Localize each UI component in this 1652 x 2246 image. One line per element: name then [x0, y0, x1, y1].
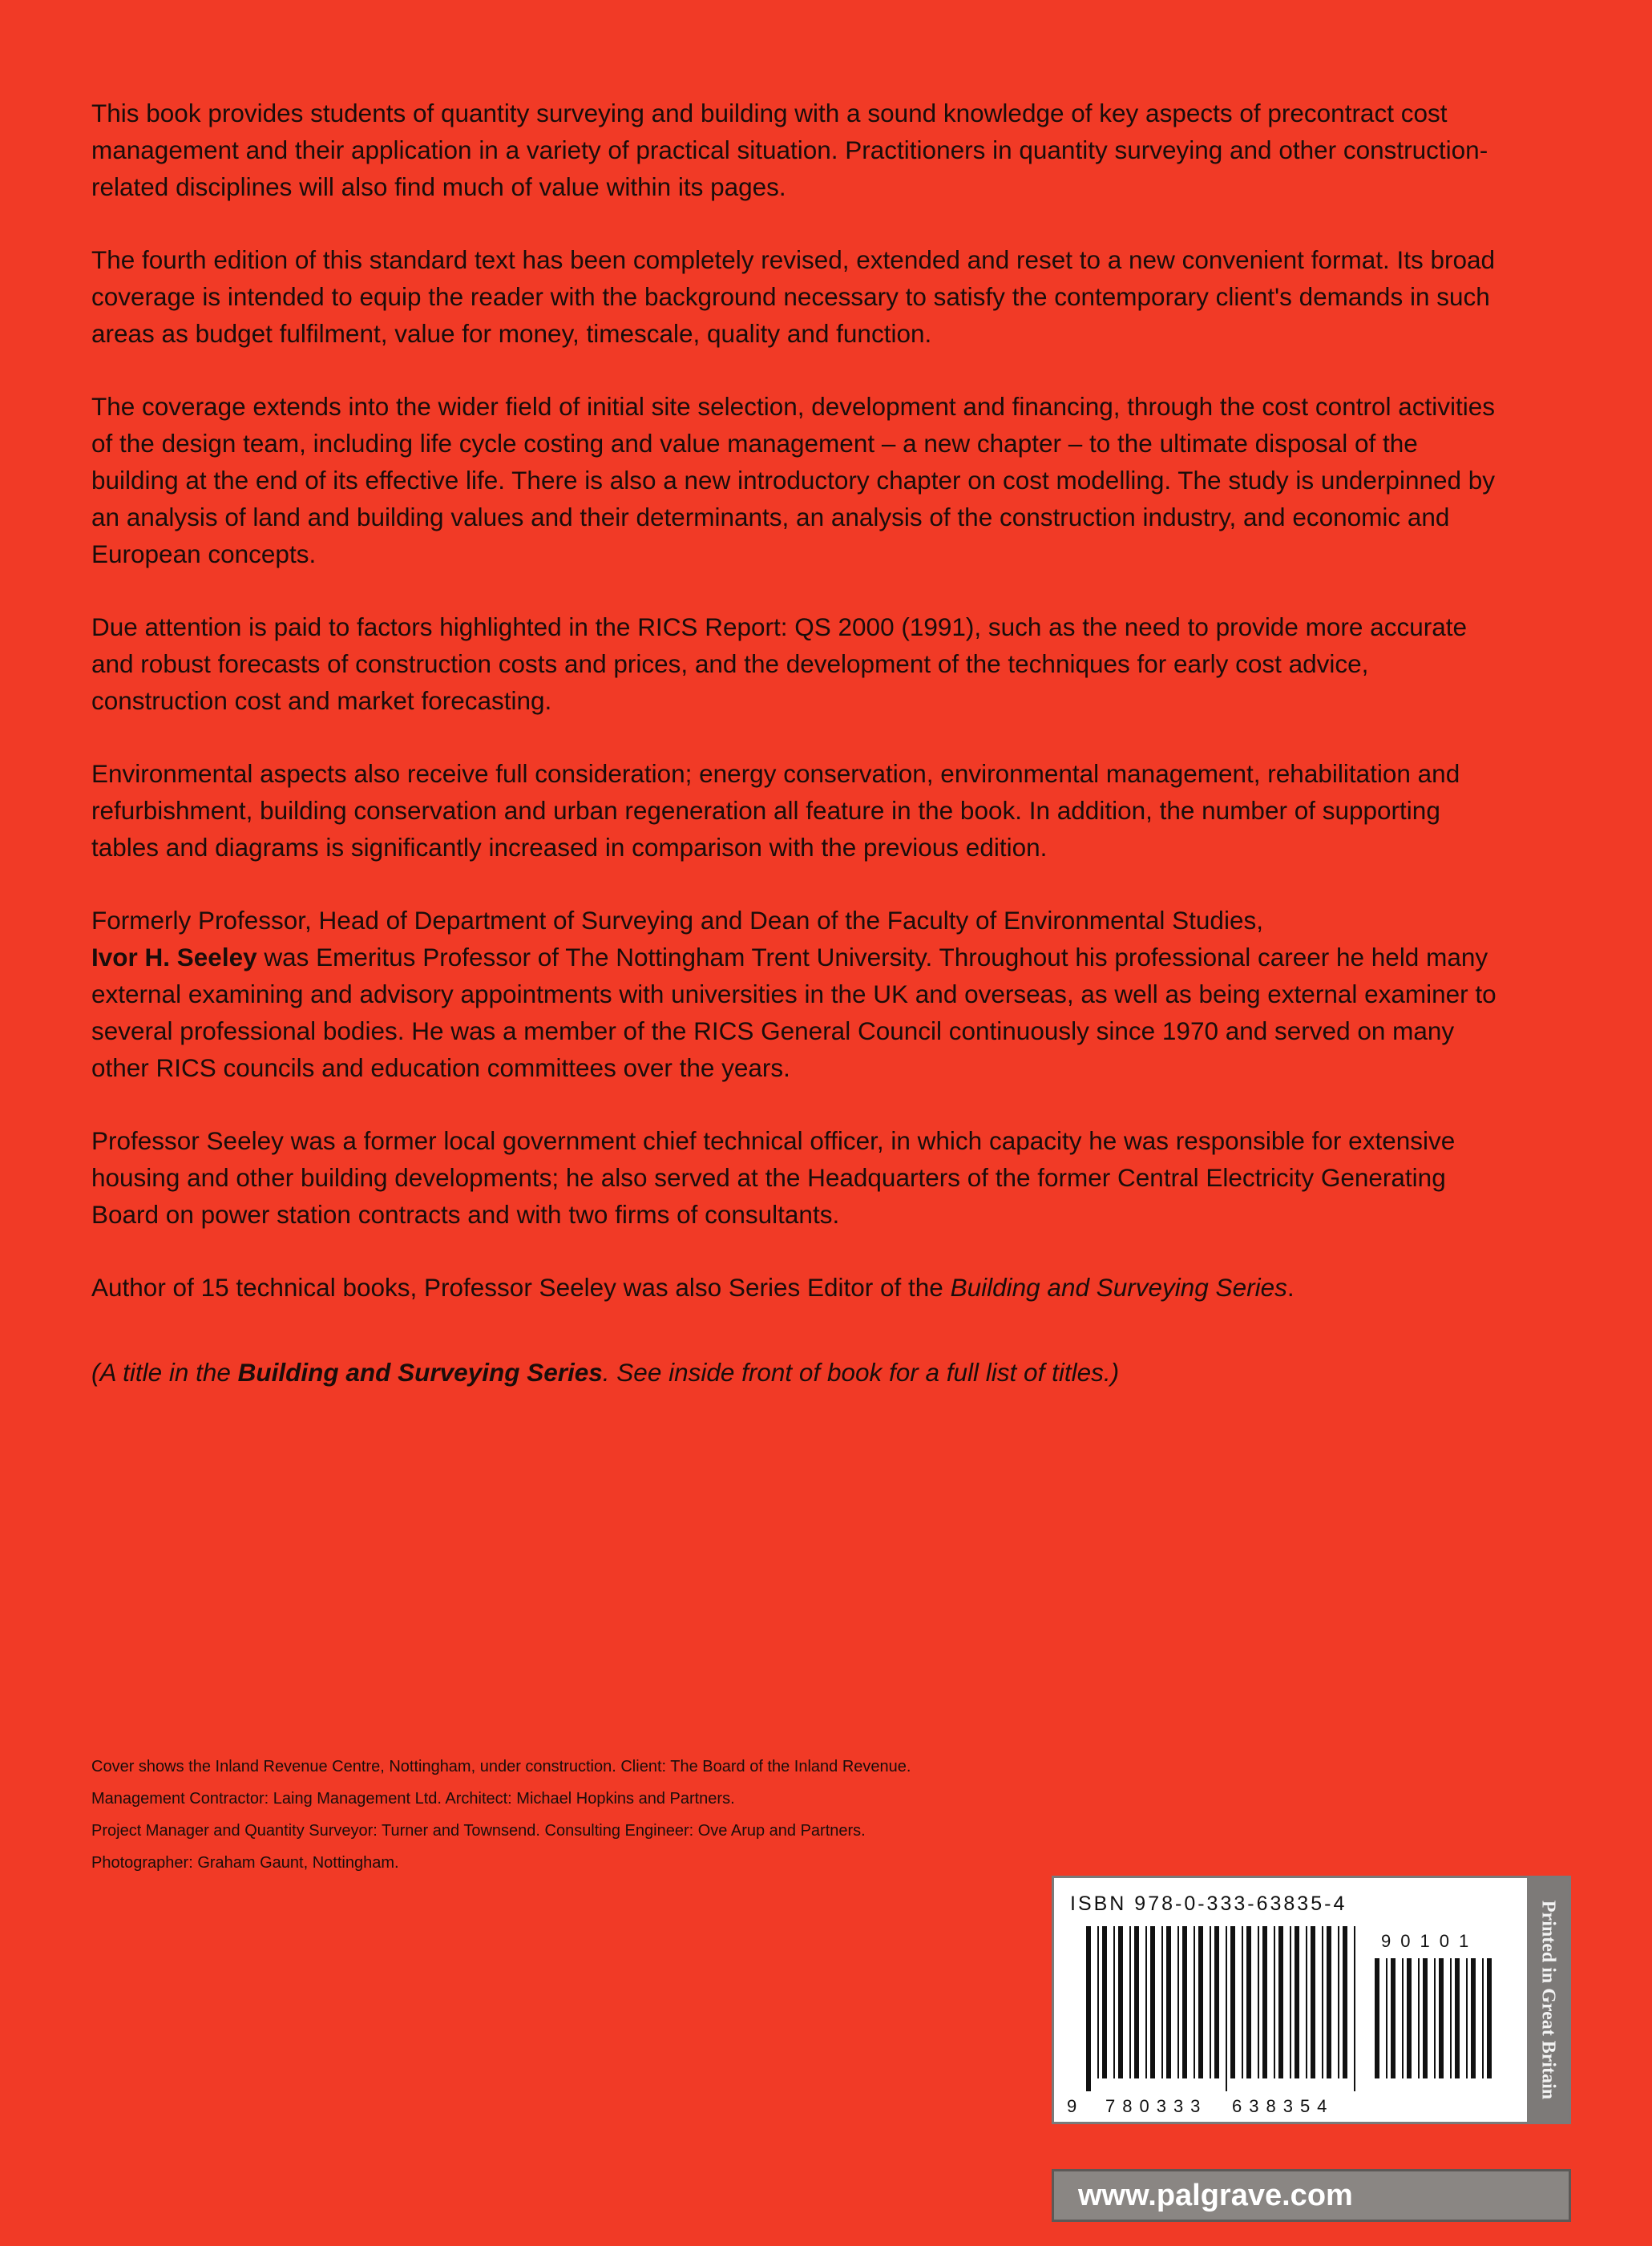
barcode-bar: [1306, 1926, 1307, 2078]
addon-digits: 90101: [1381, 1931, 1479, 1951]
barcode-bar: [1482, 1958, 1484, 2078]
credit-line: Photographer: Graham Gaunt, Nottingham.: [91, 1854, 399, 1872]
blurb-paragraph-3: The coverage extends into the wider field of initial site selection, development and financing, through the cost control activities of the design team, including life cycle costing and value management – a new chapter – to the ultimate disposal of the building at the end of its effective life. There is also a new introductory chapter on cost modelling. The study is underpinned by an analysis of land and building values and their determinants, an analysis of the construction industry, and economic and European concepts.: [91, 392, 1496, 568]
barcode-bar: [1246, 1926, 1251, 2078]
barcode-bar: [1134, 1926, 1139, 2078]
back-cover-blurb: [91, 95, 1502, 1427]
barcode-bar: [1418, 1958, 1420, 2078]
barcode-bar: [1198, 1926, 1203, 2078]
ean-barcode: [1086, 1926, 1367, 2095]
barcode-bar: [1226, 1926, 1227, 2091]
barcode-bar: [1145, 1926, 1147, 2078]
series-note-close: . See inside front of book for a full list of titles.): [602, 1358, 1120, 1387]
barcode-bar: [1391, 1958, 1396, 2078]
barcode-bar: [1161, 1926, 1163, 2078]
barcode-bar: [1322, 1926, 1323, 2078]
printed-in-strip: [1527, 1878, 1569, 2122]
credit-line: Project Manager and Quantity Surveyor: Turner and Townsend. Consulting Engineer: Ove Arup and Partners.: [91, 1822, 866, 1840]
barcode-bar: [1402, 1958, 1404, 2078]
printed-in-label: Printed in Great Britain: [1537, 1900, 1559, 2100]
barcode-bar: [1214, 1926, 1219, 2078]
barcode-bar: [1129, 1926, 1131, 2078]
barcode-bar: [1386, 1958, 1387, 2078]
cover-credits: [91, 1751, 1133, 1879]
ean-right-digits: 638354: [1232, 2096, 1335, 2116]
barcode-bar: [1194, 1926, 1195, 2078]
barcode-bar: [1354, 1926, 1355, 2091]
isbn-barcode-box: [1052, 1876, 1571, 2124]
series-title: Building and Surveying Series: [950, 1273, 1287, 1302]
barcode-bar: [1102, 1926, 1107, 2078]
barcode-bar: [1311, 1926, 1315, 2078]
ean-left-digits: 780333: [1105, 2096, 1208, 2116]
barcode-bar: [1338, 1926, 1339, 2078]
author-bio-period: .: [1286, 1273, 1295, 1302]
barcode-bar: [1166, 1926, 1171, 2078]
barcode-bar: [1375, 1958, 1379, 2078]
author-bio-books: Author of 15 technical books, Professor Seeley was also Series Editor of the: [91, 1273, 943, 1302]
barcode-bar: [1274, 1926, 1275, 2078]
barcode-bar: [1343, 1926, 1347, 2078]
barcode-bar: [1290, 1926, 1291, 2078]
barcode-bar: [1097, 1926, 1099, 2078]
barcode-bar: [1327, 1926, 1331, 2078]
author-name: Ivor H. Seeley: [91, 943, 257, 972]
barcode-bar: [1113, 1926, 1115, 2078]
barcode-bar: [1487, 1958, 1492, 2078]
series-note-open: (A title in the: [91, 1358, 238, 1387]
barcode-bar: [1262, 1926, 1267, 2078]
barcode-bar: [1278, 1926, 1283, 2078]
barcode-bar: [1182, 1926, 1187, 2078]
barcode-bar: [1258, 1926, 1259, 2078]
ean-lead-digit: 9: [1067, 2096, 1085, 2116]
blurb-paragraph-2: The fourth edition of this standard text has been completely revised, extended and reset to a new convenient format. Its broad coverage is intended to equip the reader with the background necessary to satisfy the contemporary client's demands in such areas as budget fulfilment, value for money, timescale, quality and function.: [91, 245, 1496, 348]
barcode-bar: [1295, 1926, 1299, 2078]
blurb-paragraph-4: Due attention is paid to factors highlighted in the RICS Report: QS 2000 (1991), such as the need to provide more accurate and robust forecasts of construction costs and prices, and the development of the techniques for early cost advice, construction cost and market forecasting.: [91, 612, 1467, 715]
barcode-bar: [1118, 1926, 1123, 2078]
isbn-number: ISBN 978-0-333-63835-4: [1070, 1893, 1347, 1915]
barcode-bar: [1242, 1926, 1243, 2078]
barcode-bar: [1423, 1958, 1428, 2078]
barcode-bar: [1466, 1958, 1468, 2078]
author-bio-paragraph-1: [91, 902, 1502, 1086]
blurb-paragraph-1: This book provides students of quantity surveying and building with a sound knowledge of key aspects of precontract cost management and their application in a variety of practical situation. Practitioners in quantity surveying and other construction-related disciplines will also find much of value within its pages.: [91, 99, 1488, 201]
blurb-paragraph-5: Environmental aspects also receive full consideration; energy conservation, environmental management, rehabilitation and refurbishment, building conservation and urban regeneration all feature in the book. In addition, the number of supporting tables and diagrams is significantly increased in comparison with the previous edition.: [91, 759, 1460, 862]
author-bio-rest: was Emeritus Professor of The Nottingham Trent University. Throughout his professional career he held many external examining and advisory appointments with universities in the UK and overseas, as well as being external examiner to several professional bodies. He was a member of the RICS General Council continuously since 1970 and served on many other RICS councils and education committees over the years.: [91, 943, 1496, 1082]
barcode-bar: [1407, 1958, 1412, 2078]
series-note: [91, 1354, 1502, 1391]
series-note-title: Building and Surveying Series: [237, 1358, 603, 1387]
barcode-bar: [1434, 1958, 1436, 2078]
barcode-bar: [1210, 1926, 1211, 2078]
publisher-url: www.palgrave.com: [1052, 2169, 1571, 2222]
barcode-bar: [1230, 1926, 1235, 2078]
barcode-bar: [1471, 1958, 1476, 2078]
barcode-bar: [1177, 1926, 1179, 2078]
barcode-bar: [1150, 1926, 1155, 2078]
credit-line: Management Contractor: Laing Management Ltd. Architect: Michael Hopkins and Partners.: [91, 1790, 735, 1808]
barcode-bar: [1450, 1958, 1452, 2078]
addon-barcode: [1375, 1958, 1503, 2095]
barcode-bar: [1439, 1958, 1444, 2078]
barcode-bar: [1086, 1926, 1091, 2091]
author-bio-paragraph-2: Professor Seeley was a former local government chief technical officer, in which capacity he was responsible for extensive housing and other building developments; he also served at the Headquarters of the former Central Electricity Generating Board on power station contracts and with two firms of consultants.: [91, 1126, 1456, 1229]
credit-line: Cover shows the Inland Revenue Centre, Nottingham, under construction. Client: The Board of the Inland Revenue.: [91, 1758, 911, 1775]
author-bio-paragraph-3: [91, 1269, 1502, 1306]
author-bio-intro: Formerly Professor, Head of Department of Surveying and Dean of the Faculty of Environmental Studies,: [91, 906, 1263, 935]
barcode-bar: [1455, 1958, 1460, 2078]
